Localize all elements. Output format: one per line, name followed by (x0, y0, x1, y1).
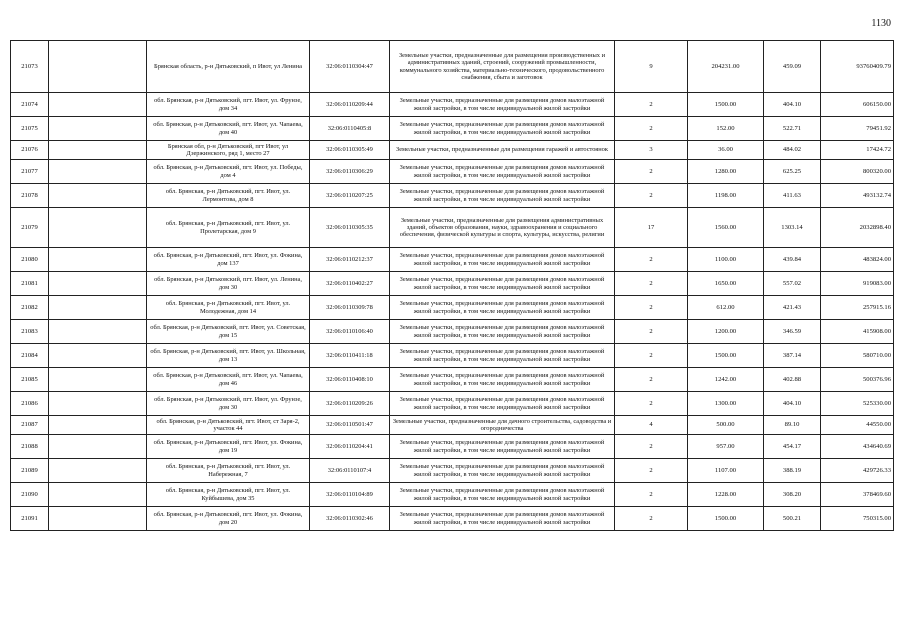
row-cadastral-value: 525330.00 (821, 392, 894, 416)
table-row (11, 344, 894, 368)
row-area: 36.00 (688, 141, 764, 160)
row-area: 1228.00 (688, 483, 764, 507)
row-blank-cell (49, 392, 147, 416)
row-blank-cell (49, 160, 147, 184)
row-cadastral-number: 32:06:0110209:26 (310, 392, 390, 416)
row-cadastral-value: 429726.33 (821, 459, 894, 483)
row-number: 21088 (11, 435, 49, 459)
table-row (11, 435, 894, 459)
row-specific-value: 454.17 (764, 435, 821, 459)
row-number: 21087 (11, 416, 49, 435)
row-specific-value: 557.02 (764, 272, 821, 296)
row-specific-value: 402.88 (764, 368, 821, 392)
table-row (11, 483, 894, 507)
row-cadastral-value: 257915.16 (821, 296, 894, 320)
row-cadastral-number: 32:06:0110212:37 (310, 248, 390, 272)
row-area: 1300.00 (688, 392, 764, 416)
row-blank-cell (49, 117, 147, 141)
row-group-code: 9 (615, 41, 688, 93)
row-cadastral-number: 32:06:0110402:27 (310, 272, 390, 296)
row-specific-value: 421.43 (764, 296, 821, 320)
row-group-code: 2 (615, 272, 688, 296)
row-area: 1500.00 (688, 93, 764, 117)
row-address: обл. Брянская, р-н Дятьковский, пгт. Ивот, ул. Молодежная, дом 14 (147, 296, 310, 320)
row-address: обл. Брянская, р-н Дятьковский, пгт. Ивот, ул. Школьная, дом 13 (147, 344, 310, 368)
row-cadastral-value: 580710.00 (821, 344, 894, 368)
table-row (11, 208, 894, 248)
row-address: обл. Брянская, р-н Дятьковский, пгт. Ивот, ул. Чапаева, дом 40 (147, 117, 310, 141)
table-row (11, 117, 894, 141)
row-area: 957.00 (688, 435, 764, 459)
row-area: 1100.00 (688, 248, 764, 272)
row-blank-cell (49, 296, 147, 320)
row-cadastral-value: 800320.00 (821, 160, 894, 184)
row-blank-cell (49, 507, 147, 531)
row-cadastral-value: 79451.92 (821, 117, 894, 141)
row-number: 21089 (11, 459, 49, 483)
cadastral-value-table (10, 40, 894, 531)
table-row (11, 507, 894, 531)
table-row (11, 459, 894, 483)
row-blank-cell (49, 93, 147, 117)
row-number: 21081 (11, 272, 49, 296)
row-number: 21090 (11, 483, 49, 507)
table-row (11, 320, 894, 344)
row-specific-value: 439.84 (764, 248, 821, 272)
row-land-use: Земельные участки, предназначенные для размещения административных зданий, объектов образования, науки, здравоохранения и социального обеспечения, физической культуры и спорта, культуры, искусства, религии (390, 208, 615, 248)
table-row (11, 416, 894, 435)
row-cadastral-number: 32:06:0110411:18 (310, 344, 390, 368)
row-group-code: 2 (615, 296, 688, 320)
row-cadastral-number: 32:06:0110501:47 (310, 416, 390, 435)
table-row (11, 93, 894, 117)
table-row (11, 392, 894, 416)
row-area: 1280.00 (688, 160, 764, 184)
row-specific-value: 388.19 (764, 459, 821, 483)
row-blank-cell (49, 272, 147, 296)
row-address: обл. Брянская, р-н Дятьковский, пгт. Ивот, ул. Фокина, дом 19 (147, 435, 310, 459)
row-address: обл. Брянская, р-н Дятьковский, пгт. Ивот, ул. Советская, дом 15 (147, 320, 310, 344)
row-cadastral-value: 606150.00 (821, 93, 894, 117)
row-area: 1560.00 (688, 208, 764, 248)
row-number: 21074 (11, 93, 49, 117)
table-row (11, 296, 894, 320)
row-blank-cell (49, 208, 147, 248)
row-cadastral-number: 32:06:0110405:8 (310, 117, 390, 141)
row-cadastral-number: 32:06:0110106:40 (310, 320, 390, 344)
row-cadastral-number: 32:06:0110209:44 (310, 93, 390, 117)
row-group-code: 2 (615, 483, 688, 507)
row-land-use: Земельные участки, предназначенные для размещения домов малоэтажной жилой застройки, в том числе индивидуальной жилой застройки (390, 392, 615, 416)
table-row (11, 368, 894, 392)
row-group-code: 2 (615, 507, 688, 531)
row-area: 1500.00 (688, 344, 764, 368)
row-number: 21091 (11, 507, 49, 531)
row-address: обл. Брянская, р-н Дятьковский, пгт. Ивот, ул. Фрунзе, дом 34 (147, 93, 310, 117)
row-number: 21086 (11, 392, 49, 416)
row-specific-value: 625.25 (764, 160, 821, 184)
row-blank-cell (49, 435, 147, 459)
page-number: 1130 (871, 18, 891, 29)
row-land-use: Земельные участки, предназначенные для размещения домов малоэтажной жилой застройки, в том числе индивидуальной жилой застройки (390, 507, 615, 531)
row-blank-cell (49, 248, 147, 272)
row-land-use: Земельные участки, предназначенные для размещения домов малоэтажной жилой застройки, в том числе индивидуальной жилой застройки (390, 435, 615, 459)
row-specific-value: 1303.14 (764, 208, 821, 248)
row-group-code: 2 (615, 93, 688, 117)
row-land-use: Земельные участки, предназначенные для размещения домов малоэтажной жилой застройки, в том числе индивидуальной жилой застройки (390, 184, 615, 208)
row-cadastral-number: 32:06:0110207:25 (310, 184, 390, 208)
table-row (11, 160, 894, 184)
row-specific-value: 404.10 (764, 93, 821, 117)
row-cadastral-value: 2032898.40 (821, 208, 894, 248)
row-address: обл. Брянская, р-н Дятьковский, пгт. Ивот, ул. Лермонтова, дом 8 (147, 184, 310, 208)
row-cadastral-number: 32:06:0110304:47 (310, 41, 390, 93)
row-area: 1242.00 (688, 368, 764, 392)
row-area: 1650.00 (688, 272, 764, 296)
row-specific-value: 500.21 (764, 507, 821, 531)
row-land-use: Земельные участки, предназначенные для размещения домов малоэтажной жилой застройки, в том числе индивидуальной жилой застройки (390, 344, 615, 368)
row-cadastral-value: 44550.00 (821, 416, 894, 435)
row-address: обл. Брянская, р-н Дятьковский, пгт. Ивот, ул. Набережная, 7 (147, 459, 310, 483)
row-blank-cell (49, 41, 147, 93)
table-row (11, 248, 894, 272)
row-area: 204231.00 (688, 41, 764, 93)
row-specific-value: 404.10 (764, 392, 821, 416)
row-address: Брянская обл, р-н Дятьковский, пгт Ивот, ул Дзержинского, ряд 1, место 27 (147, 141, 310, 160)
row-specific-value: 459.09 (764, 41, 821, 93)
row-specific-value: 484.02 (764, 141, 821, 160)
row-cadastral-number: 32:06:0110306:29 (310, 160, 390, 184)
row-cadastral-value: 500376.96 (821, 368, 894, 392)
row-address: обл. Брянская, р-н Дятьковский, пгт. Ивот, ул. Куйбышева, дом 35 (147, 483, 310, 507)
row-address: обл. Брянская, р-н Дятьковский, пгт. Ивот, ул. Фрунзе, дом 30 (147, 392, 310, 416)
row-area: 152.00 (688, 117, 764, 141)
row-blank-cell (49, 184, 147, 208)
row-land-use: Земельные участки, предназначенные для размещения домов малоэтажной жилой застройки, в том числе индивидуальной жилой застройки (390, 459, 615, 483)
row-group-code: 2 (615, 459, 688, 483)
row-blank-cell (49, 344, 147, 368)
row-blank-cell (49, 368, 147, 392)
row-land-use: Земельные участки, предназначенные для размещения домов малоэтажной жилой застройки, в том числе индивидуальной жилой застройки (390, 296, 615, 320)
row-cadastral-value: 415908.00 (821, 320, 894, 344)
row-area: 612.00 (688, 296, 764, 320)
row-cadastral-number: 32:06:0110305:49 (310, 141, 390, 160)
row-cadastral-number: 32:06:0110204:41 (310, 435, 390, 459)
row-address: обл. Брянская, р-н Дятьковский, пгт. Ивот, ул. Фокина, дом 20 (147, 507, 310, 531)
row-address: Брянская область, р-н Дятьковский, п Ивот, ул Ленина (147, 41, 310, 93)
row-blank-cell (49, 483, 147, 507)
row-group-code: 17 (615, 208, 688, 248)
row-cadastral-value: 919083.00 (821, 272, 894, 296)
row-specific-value: 411.63 (764, 184, 821, 208)
row-specific-value: 522.71 (764, 117, 821, 141)
row-address: обл. Брянская, р-н Дятьковский, пгт. Ивот, ул. Пролетарская, дом 9 (147, 208, 310, 248)
row-number: 21079 (11, 208, 49, 248)
row-cadastral-value: 434640.69 (821, 435, 894, 459)
row-cadastral-value: 378469.60 (821, 483, 894, 507)
row-group-code: 2 (615, 160, 688, 184)
row-number: 21077 (11, 160, 49, 184)
row-specific-value: 346.59 (764, 320, 821, 344)
row-address: обл. Брянская, р-н Дятьковский, пгт. Ивот, ст Заря-2, участок 44 (147, 416, 310, 435)
row-land-use: Земельные участки, предназначенные для размещения домов малоэтажной жилой застройки, в том числе индивидуальной жилой застройки (390, 368, 615, 392)
row-land-use: Земельные участки, предназначенные для размещения домов малоэтажной жилой застройки, в том числе индивидуальной жилой застройки (390, 117, 615, 141)
row-cadastral-number: 32:06:0110408:10 (310, 368, 390, 392)
row-cadastral-number: 32:06:0110305:35 (310, 208, 390, 248)
table-row (11, 272, 894, 296)
row-blank-cell (49, 141, 147, 160)
row-area: 500.00 (688, 416, 764, 435)
row-number: 21085 (11, 368, 49, 392)
table-row (11, 184, 894, 208)
row-cadastral-value: 17424.72 (821, 141, 894, 160)
row-cadastral-value: 483824.00 (821, 248, 894, 272)
row-area: 1198.00 (688, 184, 764, 208)
row-group-code: 2 (615, 392, 688, 416)
row-land-use: Земельные участки, предназначенные для размещения домов малоэтажной жилой застройки, в том числе индивидуальной жилой застройки (390, 320, 615, 344)
row-cadastral-number: 32:06:0110309:78 (310, 296, 390, 320)
row-group-code: 2 (615, 435, 688, 459)
row-group-code: 4 (615, 416, 688, 435)
row-cadastral-value: 493132.74 (821, 184, 894, 208)
row-area: 1200.00 (688, 320, 764, 344)
row-specific-value: 308.20 (764, 483, 821, 507)
row-group-code: 2 (615, 368, 688, 392)
row-land-use: Земельные участки, предназначенные для размещения домов малоэтажной жилой застройки, в том числе индивидуальной жилой застройки (390, 93, 615, 117)
row-land-use: Земельные участки, предназначенные для размещения гаражей и автостоянок (390, 141, 615, 160)
row-land-use: Земельные участки, предназначенные для размещения производственных и административных зданий, строений, сооружений промышленности, коммунального хозяйства, материально-технического, продовольственного снабжения, сбыта и заготовок (390, 41, 615, 93)
row-number: 21084 (11, 344, 49, 368)
row-group-code: 2 (615, 320, 688, 344)
row-address: обл. Брянская, р-н Дятьковский, пгт. Ивот, ул. Победы, дом 4 (147, 160, 310, 184)
row-group-code: 2 (615, 184, 688, 208)
row-cadastral-number: 32:06:0110302:46 (310, 507, 390, 531)
row-blank-cell (49, 416, 147, 435)
row-cadastral-number: 32:06:0110107:4 (310, 459, 390, 483)
table-row (11, 141, 894, 160)
row-blank-cell (49, 320, 147, 344)
row-group-code: 2 (615, 344, 688, 368)
row-land-use: Земельные участки, предназначенные для размещения домов малоэтажной жилой застройки, в том числе индивидуальной жилой застройки (390, 248, 615, 272)
row-area: 1500.00 (688, 507, 764, 531)
row-group-code: 2 (615, 248, 688, 272)
row-number: 21083 (11, 320, 49, 344)
row-cadastral-value: 750315.00 (821, 507, 894, 531)
row-specific-value: 387.14 (764, 344, 821, 368)
row-number: 21078 (11, 184, 49, 208)
row-land-use: Земельные участки, предназначенные для дачного строительства, садоводства и огородничества (390, 416, 615, 435)
row-land-use: Земельные участки, предназначенные для размещения домов малоэтажной жилой застройки, в том числе индивидуальной жилой застройки (390, 483, 615, 507)
row-address: обл. Брянская, р-н Дятьковский, пгт. Ивот, ул. Чапаева, дом 46 (147, 368, 310, 392)
row-land-use: Земельные участки, предназначенные для размещения домов малоэтажной жилой застройки, в том числе индивидуальной жилой застройки (390, 160, 615, 184)
row-number: 21073 (11, 41, 49, 93)
table-row (11, 41, 894, 93)
row-address: обл. Брянская, р-н Дятьковский, пгт. Ивот, ул. Ленина, дом 30 (147, 272, 310, 296)
row-number: 21075 (11, 117, 49, 141)
row-address: обл. Брянская, р-н Дятьковский, пгт. Ивот, ул. Фокина, дом 137 (147, 248, 310, 272)
row-area: 1107.00 (688, 459, 764, 483)
row-blank-cell (49, 459, 147, 483)
row-number: 21076 (11, 141, 49, 160)
row-number: 21082 (11, 296, 49, 320)
row-group-code: 2 (615, 117, 688, 141)
row-cadastral-number: 32:06:0110104:89 (310, 483, 390, 507)
row-number: 21080 (11, 248, 49, 272)
row-specific-value: 89.10 (764, 416, 821, 435)
row-land-use: Земельные участки, предназначенные для размещения домов малоэтажной жилой застройки, в том числе индивидуальной жилой застройки (390, 272, 615, 296)
row-group-code: 3 (615, 141, 688, 160)
row-cadastral-value: 93760409.79 (821, 41, 894, 93)
